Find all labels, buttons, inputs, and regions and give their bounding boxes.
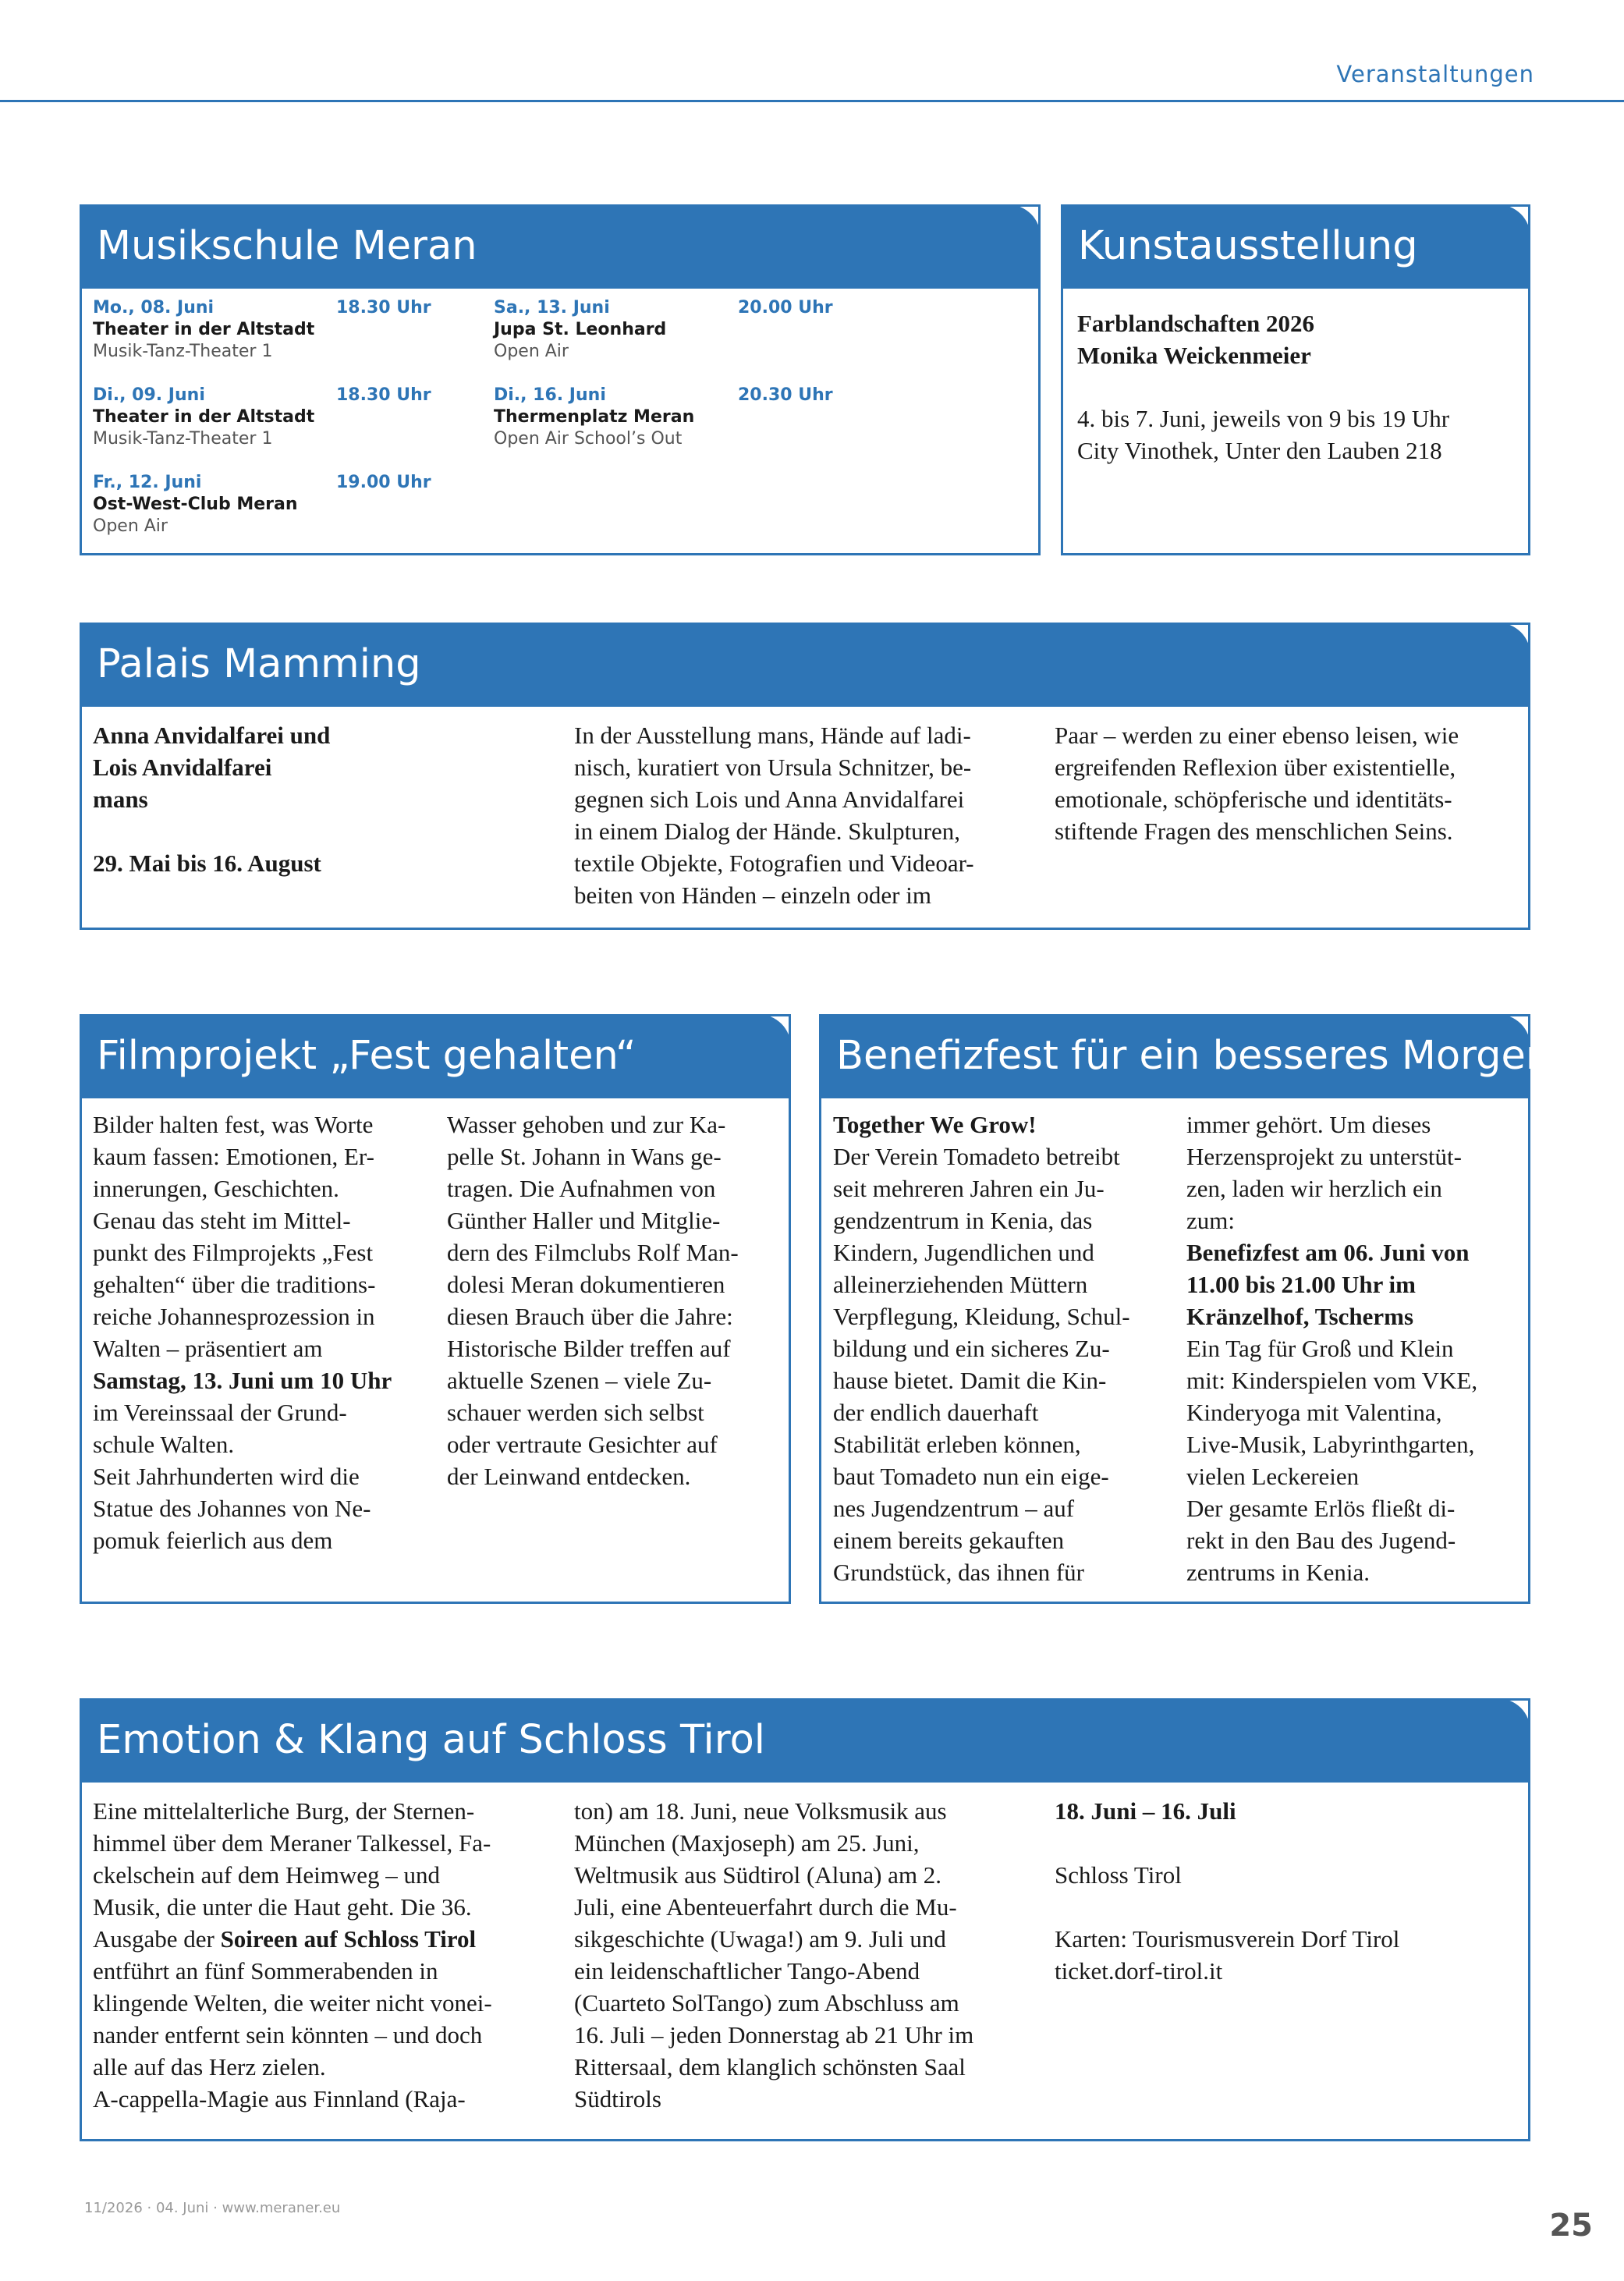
schedule-venue: Theater in der Altstadt	[93, 407, 315, 427]
kunst-location: City Vinothek, Unter den Lauben 218	[1077, 437, 1442, 464]
schedule-time: 20.30 Uhr	[738, 385, 833, 405]
emotion-text-line: sikgeschichte (Uwaga!) am 9. Juli und	[574, 1925, 946, 1953]
benefiz-text-line: Stabilität erleben können,	[833, 1431, 1081, 1458]
film-text-line: dern des Filmclubs Rolf Man-	[447, 1239, 739, 1266]
schedule-time: 18.30 Uhr	[336, 385, 431, 405]
film-date-highlight: Samstag, 13. Juni um 10 Uhr	[93, 1367, 392, 1394]
film-text-line: Günther Haller und Mitglie-	[447, 1207, 721, 1234]
emotion-dates: 18. Juni – 16. Juli	[1055, 1797, 1236, 1825]
emotion-text-line: 16. Juli – jeden Donnerstag ab 21 Uhr im	[574, 2021, 974, 2049]
schedule-venue: Jupa St. Leonhard	[494, 320, 667, 339]
palais-title: Palais Mamming	[80, 623, 1530, 707]
benefiz-event-highlight: Kränzelhof, Tscherms	[1186, 1303, 1414, 1330]
film-text-line: Wasser gehoben und zur Ka-	[447, 1111, 726, 1138]
emotion-text-line: nander entfernt sein könnten – und doch	[93, 2021, 483, 2049]
film-text-line: punkt des Filmprojekts „Fest	[93, 1239, 374, 1266]
emotion-text-line: Juli, eine Abenteuerfahrt durch die Mu-	[574, 1893, 957, 1921]
emotion-text-line: alle auf das Herz zielen.	[93, 2053, 326, 2081]
benefiz-text-line: einem bereits gekauften	[833, 1527, 1065, 1554]
benefiz-text-line: zen, laden wir herzlich ein	[1186, 1175, 1442, 1202]
schedule-event: Musik-Tanz-Theater 1	[93, 429, 273, 449]
benefiz-text-line: baut Tomadeto nun ein eige-	[833, 1463, 1109, 1490]
musikschule-title: Musikschule Meran	[80, 204, 1041, 289]
schedule-event: Open Air	[494, 342, 569, 361]
schedule-event: Musik-Tanz-Theater 1	[93, 342, 273, 361]
benefiz-text-line: Der Verein Tomadeto betreibt	[833, 1143, 1120, 1170]
benefiz-event-highlight: Benefizfest am 06. Juni von	[1186, 1239, 1470, 1266]
schedule-date: Mo., 08. Juni	[93, 298, 215, 317]
film-text-line: Historische Bilder treffen auf	[447, 1335, 731, 1362]
page-number: 25	[1549, 2208, 1593, 2244]
palais-text-line: ergreifenden Reflexion über existentielle,	[1055, 754, 1456, 781]
benefiz-text-line: Kinderyoga mit Valentina,	[1186, 1399, 1442, 1426]
schedule-time: 19.00 Uhr	[336, 473, 431, 492]
benefiz-text-line: bildung und ein sicheres Zu-	[833, 1335, 1110, 1362]
emotion-text-line: Musik, die unter die Haut geht. Die 36.	[93, 1893, 472, 1921]
palais-text-line: stiftende Fragen des menschlichen Seins.	[1055, 818, 1453, 845]
palais-text-line: In der Ausstellung mans, Hände auf ladi-	[574, 722, 971, 749]
kunst-dates: 4. bis 7. Juni, jeweils von 9 bis 19 Uhr	[1077, 405, 1450, 432]
palais-dates: 29. Mai bis 16. August	[93, 850, 321, 877]
film-text-line: Walten – präsentiert am	[93, 1335, 323, 1362]
benefiz-motto: Together We Grow!	[833, 1111, 1037, 1138]
film-text-line: Bilder halten fest, was Worte	[93, 1111, 374, 1138]
emotion-text-line: ton) am 18. Juni, neue Volksmusik aus	[574, 1797, 947, 1825]
emotion-location: Schloss Tirol	[1055, 1861, 1182, 1889]
benefiz-text-line: alleinerziehenden Müttern	[833, 1271, 1088, 1298]
benefiz-text-line: seit mehreren Jahren ein Ju-	[833, 1175, 1105, 1202]
benefiz-title: Benefizfest für ein besseres Morgen	[819, 1014, 1530, 1098]
benefiz-text-line: zum:	[1186, 1207, 1235, 1234]
benefiz-text-line: zentrums in Kenia.	[1186, 1559, 1370, 1586]
emotion-text-line: entführt an fünf Sommerabenden in	[93, 1957, 438, 1985]
palais-text-line: textile Objekte, Fotografien und Videoar-	[574, 850, 974, 877]
benefiz-text-line: der endlich dauerhaft	[833, 1399, 1039, 1426]
benefiz-text-line: Herzensprojekt zu unterstüt-	[1186, 1143, 1462, 1170]
benefiz-text-line: hause bietet. Damit die Kin-	[833, 1367, 1107, 1394]
emotion-text-line: München (Maxjoseph) am 25. Juni,	[574, 1829, 920, 1857]
palais-text-line: in einem Dialog der Hände. Skulpturen,	[574, 818, 961, 845]
benefiz-text-line: rekt in den Bau des Jugend-	[1186, 1527, 1456, 1554]
schedule-date: Fr., 12. Juni	[93, 473, 202, 492]
emotion-text-line: ckelschein auf dem Heimweg – und	[93, 1861, 441, 1889]
film-text-line: pelle St. Johann in Wans ge-	[447, 1143, 722, 1170]
film-text-line: kaum fassen: Emotionen, Er-	[93, 1143, 374, 1170]
film-text-line: tragen. Die Aufnahmen von	[447, 1175, 716, 1202]
schedule-venue: Thermenplatz Meran	[494, 407, 695, 427]
schedule-time: 20.00 Uhr	[738, 298, 833, 317]
film-text-line: schauer werden sich selbst	[447, 1399, 704, 1426]
palais-text-line: beiten von Händen – einzeln oder im	[574, 882, 931, 909]
emotion-text-segment: Ausgabe der	[93, 1925, 221, 1953]
emotion-text-line: Weltmusik aus Südtirol (Aluna) am 2.	[574, 1861, 942, 1889]
kunst-title: Kunstausstellung	[1061, 204, 1530, 289]
schedule-venue: Theater in der Altstadt	[93, 320, 315, 339]
film-text-line: Statue des Johannes von Ne-	[93, 1495, 371, 1522]
emotion-text-line: ein leidenschaftlicher Tango-Abend	[574, 1957, 920, 1985]
benefiz-text-line: Verpflegung, Kleidung, Schul-	[833, 1303, 1130, 1330]
emotion-series-name: Soireen auf Schloss Tirol	[220, 1925, 477, 1953]
kunst-exhibition-title: Farblandschaften 2026	[1077, 310, 1314, 337]
benefiz-event-highlight: 11.00 bis 21.00 Uhr im	[1186, 1271, 1416, 1298]
palais-artists-line: Anna Anvidalfarei und	[93, 722, 331, 749]
schedule-date: Di., 09. Juni	[93, 385, 205, 405]
emotion-tickets: Karten: Tourismusverein Dorf Tirol	[1055, 1925, 1400, 1953]
emotion-text-line	[93, 1923, 476, 1955]
header-rule	[0, 100, 1624, 102]
emotion-ticket-link[interactable]: ticket.dorf-tirol.it	[1055, 1957, 1223, 1985]
emotion-text-line: Südtirols	[574, 2085, 661, 2112]
film-text-line: im Vereinssaal der Grund-	[93, 1399, 347, 1426]
film-text-line: dolesi Meran dokumentieren	[447, 1271, 725, 1298]
emotion-text-line: Rittersaal, dem klanglich schönsten Saal	[574, 2053, 966, 2081]
schedule-event: Open Air	[93, 516, 168, 536]
issue-info: 11/2026 · 04. Juni · www.meraner.eu	[84, 2200, 341, 2216]
film-text-line: gehalten“ über die traditions-	[93, 1271, 376, 1298]
emotion-text-line: himmel über dem Meraner Talkessel, Fa-	[93, 1829, 491, 1857]
film-text-line: pomuk feierlich aus dem	[93, 1527, 333, 1554]
film-text-line: innerungen, Geschichten.	[93, 1175, 339, 1202]
emotion-text-line: klingende Welten, die weiter nicht vonei-	[93, 1989, 492, 2017]
palais-artists-line: Lois Anvidalfarei	[93, 754, 272, 781]
film-text-line: schule Walten.	[93, 1431, 235, 1458]
palais-exhibition-title: mans	[93, 786, 148, 813]
palais-text-line: gegnen sich Lois und Anna Anvidalfarei	[574, 786, 965, 813]
emotion-text-line: Eine mittelalterliche Burg, der Sternen-	[93, 1797, 475, 1825]
film-text-line: diesen Brauch über die Jahre:	[447, 1303, 733, 1330]
schedule-date: Sa., 13. Juni	[494, 298, 610, 317]
palais-text-line: nisch, kuratiert von Ursula Schnitzer, be-	[574, 754, 972, 781]
schedule-event: Open Air School’s Out	[494, 429, 683, 449]
palais-text-line: emotionale, schöpferische und identitäts-	[1055, 786, 1452, 813]
film-text-line: der Leinwand entdecken.	[447, 1463, 691, 1490]
film-text-line: reiche Johannesprozession in	[93, 1303, 375, 1330]
film-text-line: Seit Jahrhunderten wird die	[93, 1463, 360, 1490]
benefiz-text-line: Live-Musik, Labyrinthgarten,	[1186, 1431, 1475, 1458]
film-text-line: oder vertraute Gesichter auf	[447, 1431, 718, 1458]
schedule-venue: Ost-West-Club Meran	[93, 495, 298, 514]
benefiz-text-line: vielen Leckereien	[1186, 1463, 1360, 1490]
film-title: Filmprojekt „Fest gehalten“	[80, 1014, 791, 1098]
emotion-text-line: A-cappella-Magie aus Finnland (Raja-	[93, 2085, 466, 2112]
kunst-box	[1061, 204, 1530, 555]
benefiz-text-line: Grundstück, das ihnen für	[833, 1559, 1084, 1586]
benefiz-text-line: Ein Tag für Groß und Klein	[1186, 1335, 1454, 1362]
schedule-date: Di., 16. Juni	[494, 385, 606, 405]
emotion-title: Emotion & Klang auf Schloss Tirol	[80, 1698, 1530, 1783]
benefiz-text-line: Kindern, Jugendlichen und	[833, 1239, 1094, 1266]
benefiz-text-line: Der gesamte Erlös fließt di-	[1186, 1495, 1456, 1522]
film-text-line: aktuelle Szenen – viele Zu-	[447, 1367, 712, 1394]
benefiz-text-line: mit: Kinderspielen vom VKE,	[1186, 1367, 1478, 1394]
schedule-time: 18.30 Uhr	[336, 298, 431, 317]
benefiz-text-line: gendzentrum in Kenia, das	[833, 1207, 1093, 1234]
kunst-artist: Monika Weickenmeier	[1077, 342, 1311, 369]
emotion-text-line: (Cuarteto SolTango) zum Abschluss am	[574, 1989, 959, 2017]
benefiz-text-line: nes Jugendzentrum – auf	[833, 1495, 1075, 1522]
palais-text-line: Paar – werden zu einer ebenso leisen, wie	[1055, 722, 1459, 749]
section-label: Veranstaltungen	[1336, 61, 1534, 87]
benefiz-text-line: immer gehört. Um dieses	[1186, 1111, 1431, 1138]
film-text-line: Genau das steht im Mittel-	[93, 1207, 351, 1234]
